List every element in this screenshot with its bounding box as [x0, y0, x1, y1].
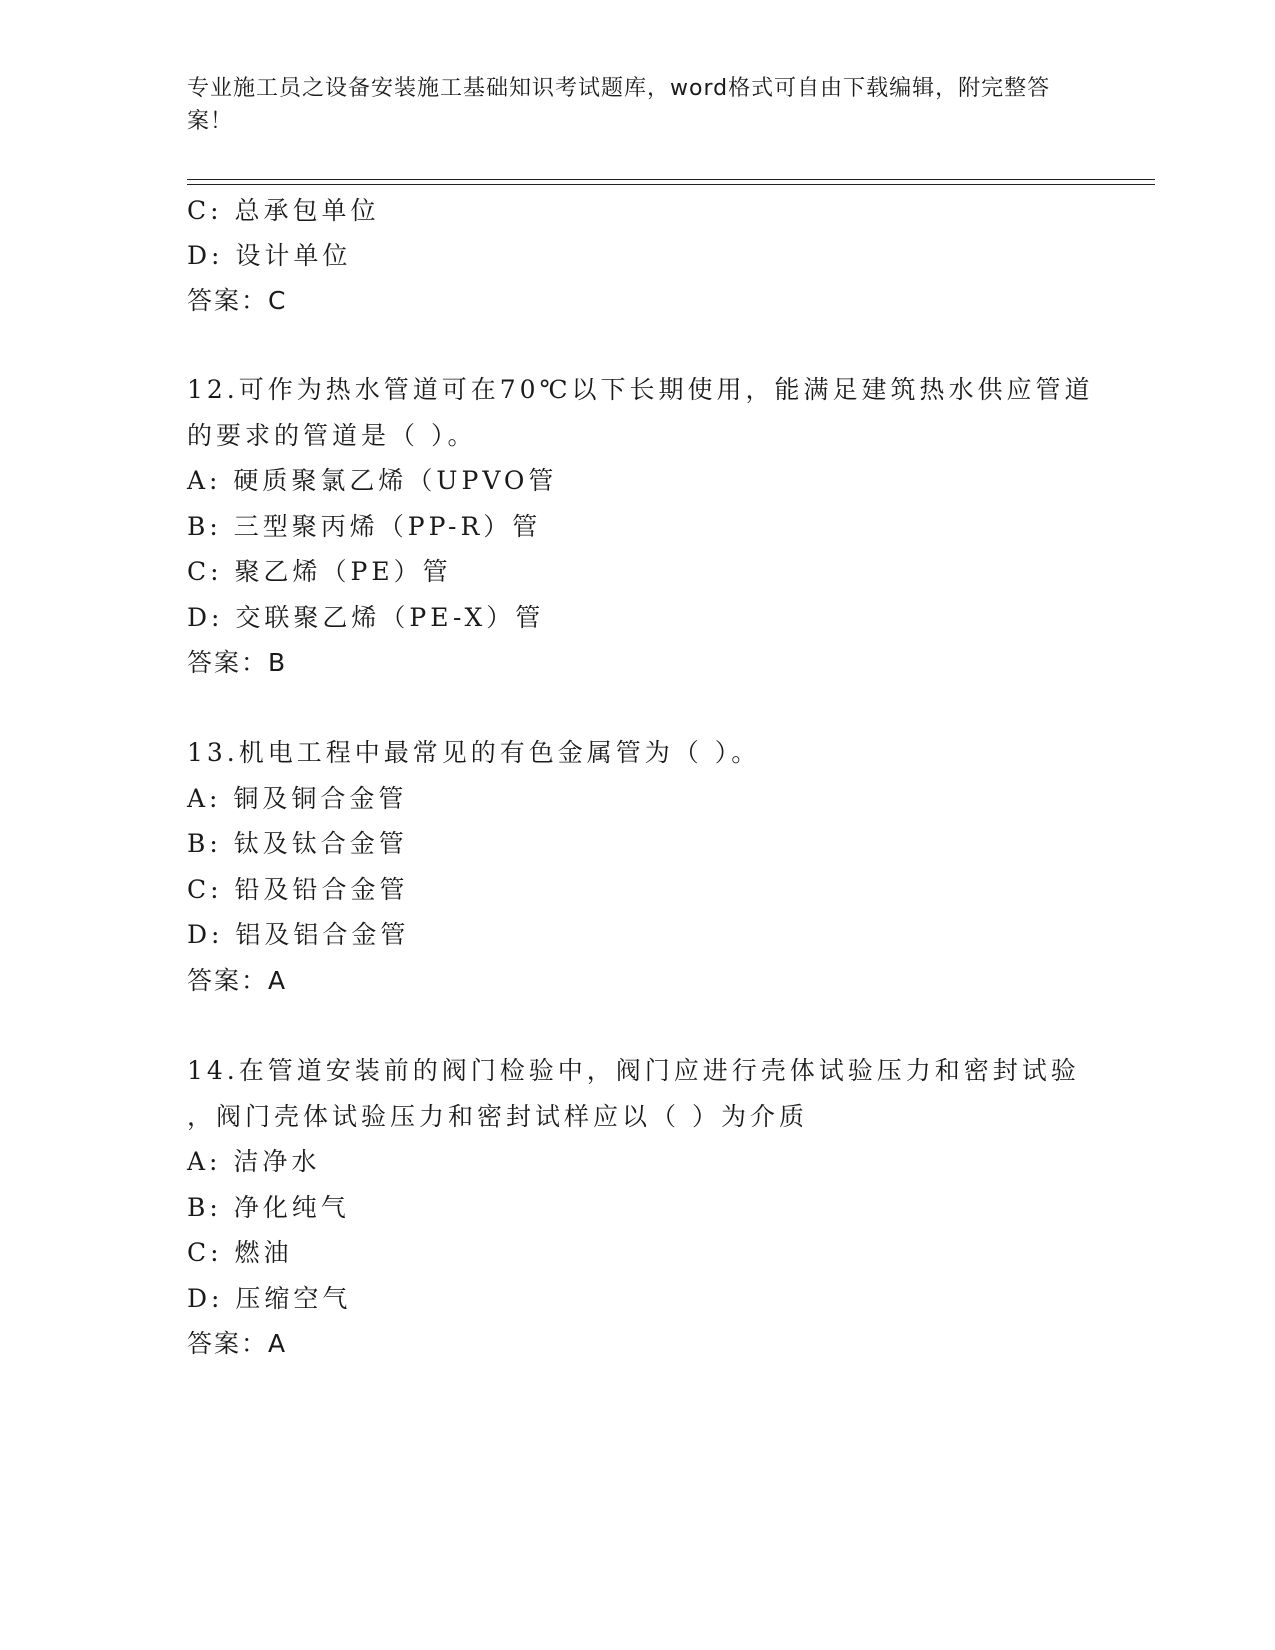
header-divider-top	[187, 179, 1155, 180]
option-line: A: 铜及铜合金管	[187, 784, 408, 813]
question-text: ，阀门壳体试验压力和密封试样应以（ ）为介质	[187, 1102, 808, 1131]
option-line: C: 铅及铅合金管	[187, 875, 409, 904]
question-text: 的要求的管道是（ ）。	[187, 421, 477, 450]
option-line: D: 交联聚乙烯（PE-X）管	[187, 603, 545, 632]
option-line: C: 聚乙烯（PE）管	[187, 557, 452, 586]
option-line: D: 铝及铝合金管	[187, 920, 410, 949]
question-text: 13.机电工程中最常见的有色金属管为（ ）。	[187, 738, 761, 767]
option-line: C: 总承包单位	[187, 196, 380, 225]
answer-line: 答案：A	[187, 966, 288, 995]
option-line: B: 钛及钛合金管	[187, 829, 408, 858]
question-text: 14.在管道安装前的阀门检验中，阀门应进行壳体试验压力和密封试验	[187, 1056, 1080, 1085]
answer-line: 答案：C	[187, 286, 288, 315]
option-line: D: 压缩空气	[187, 1284, 352, 1313]
answer-line: 答案：B	[187, 648, 288, 677]
option-line: B: 净化纯气	[187, 1193, 350, 1222]
option-line: B: 三型聚丙烯（PP-R）管	[187, 512, 542, 541]
option-line: A: 洁净水	[187, 1147, 321, 1176]
answer-line: 答案：A	[187, 1329, 288, 1358]
header-divider-bottom	[187, 184, 1155, 185]
document-header: 专业施工员之设备安装施工基础知识考试题库，word格式可自由下载编辑，附完整答案！	[187, 76, 1051, 134]
question-text: 12.可作为热水管道可在70℃以下长期使用，能满足建筑热水供应管道	[187, 375, 1094, 404]
option-line: D: 设计单位	[187, 241, 352, 270]
option-line: A: 硬质聚氯乙烯（UPVO管	[187, 466, 558, 495]
option-line: C: 燃油	[187, 1238, 293, 1267]
